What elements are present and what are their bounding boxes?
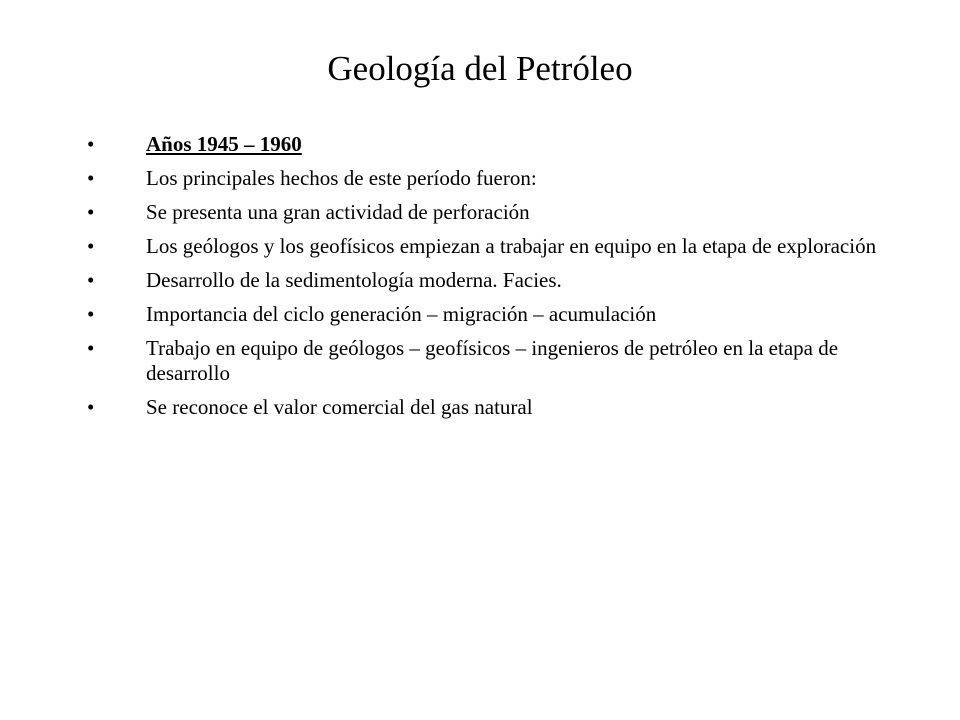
bullet-icon: • <box>87 336 95 360</box>
bullet-text: Se reconoce el valor comercial del gas natural <box>146 395 533 419</box>
bullet-text: Los geólogos y los geofísicos empiezan a trabajar en equipo en la etapa de exploración <box>146 234 877 258</box>
bullet-icon: • <box>87 234 95 258</box>
bullet-text: Los principales hechos de este período fueron: <box>146 166 537 190</box>
bullet-item <box>87 268 887 293</box>
bullet-icon: • <box>87 395 95 419</box>
slide-title: Geología del Petróleo <box>327 49 633 88</box>
bullet-icon: • <box>87 302 95 326</box>
bullet-text: Importancia del ciclo generación – migración – acumulación <box>146 302 657 326</box>
bullet-icon: • <box>87 200 95 224</box>
bullet-item <box>87 395 887 420</box>
bullet-item <box>87 234 887 259</box>
bullet-text: Años 1945 – 1960 <box>146 132 302 156</box>
bullet-icon: • <box>87 166 95 190</box>
bullet-text: Se presenta una gran actividad de perforación <box>146 200 530 224</box>
bullet-text: Trabajo en equipo de geólogos – geofísicos – ingenieros de petróleo en la etapa de desarrollo <box>146 336 839 385</box>
bullet-item-period <box>87 132 887 157</box>
bullet-item <box>87 302 887 327</box>
bullet-list <box>87 132 887 429</box>
bullet-item <box>87 200 887 225</box>
bullet-icon: • <box>87 132 95 156</box>
bullet-item <box>87 166 887 191</box>
bullet-icon: • <box>87 268 95 292</box>
bullet-item <box>87 336 887 386</box>
bullet-text: Desarrollo de la sedimentología moderna. Facies. <box>146 268 562 292</box>
